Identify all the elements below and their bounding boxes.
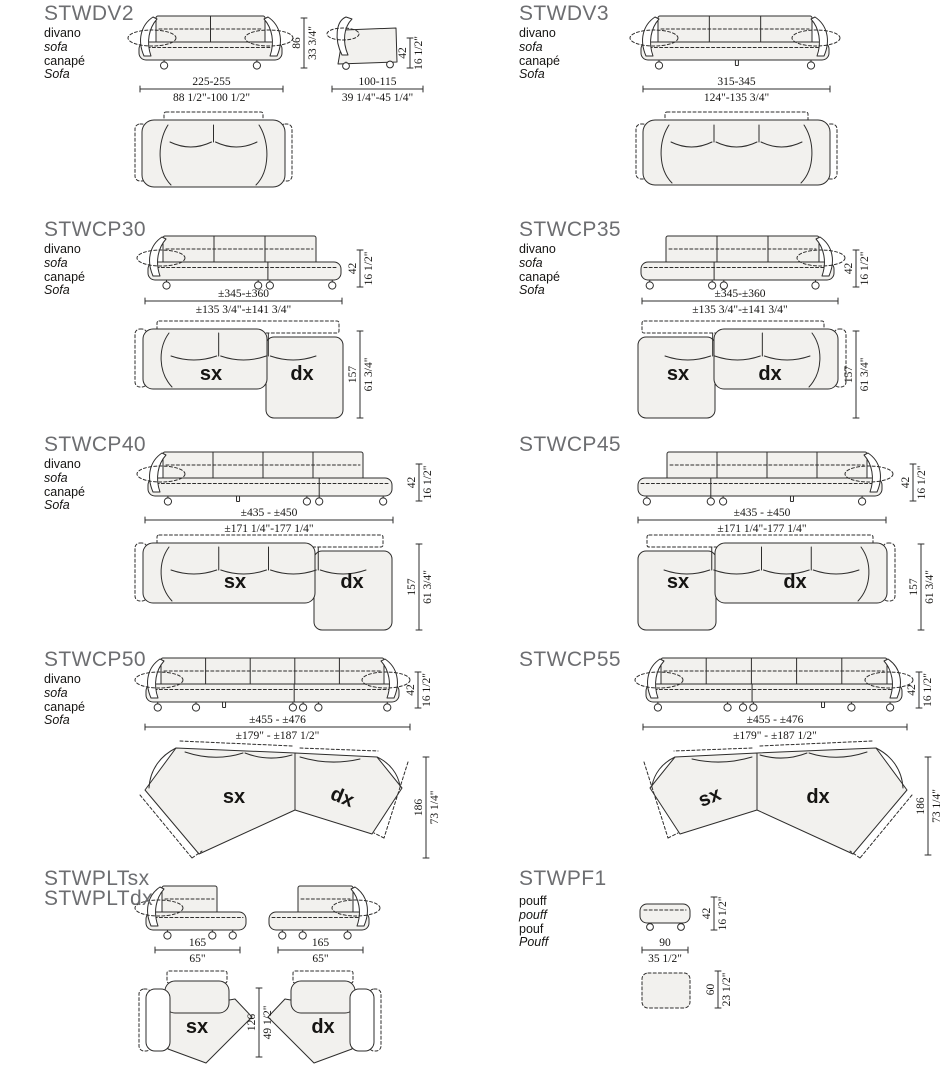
dim-text: 186 (915, 797, 927, 815)
label-sofa-en: sofa (519, 39, 543, 54)
stwcp55-art (635, 658, 943, 858)
dim-text: ±345-±360 (218, 288, 269, 300)
dim-text: 165 (311, 937, 330, 949)
label-canape: canapé (44, 484, 86, 499)
label-pouff-de: Pouff (519, 935, 549, 950)
dim-text: 157 (406, 578, 418, 596)
label-sofa-en: sofa (44, 255, 68, 270)
dim-text: 100-115 (358, 76, 397, 88)
segment-label-sx: sx (223, 571, 247, 593)
label-sofa-en: sofa (519, 255, 543, 270)
stwplt-art (135, 886, 381, 1063)
label-divano: divano (519, 26, 556, 40)
product-title-stwdv3: STWDV3 (519, 2, 609, 25)
dim-text: 65" (312, 953, 329, 965)
label-divano: divano (44, 242, 81, 256)
product-type-labels-stwcp40 (44, 458, 85, 513)
dim-text: 73 1/4" (429, 790, 441, 825)
dim-text: 86 (291, 37, 303, 49)
stwdv3-art (630, 16, 840, 185)
label-canape: canapé (44, 699, 86, 714)
product-title-stwcp45: STWCP45 (519, 433, 621, 456)
dim-text: 16 1/2" (421, 673, 433, 707)
dim-text: 16 1/2" (363, 251, 375, 286)
label-pouff-en: pouff (519, 907, 547, 922)
dim-text: 165 (188, 937, 207, 949)
dim-text: 60 (705, 983, 717, 996)
label-pouf-fr: pouf (519, 921, 544, 936)
product-title-stwplt (44, 869, 153, 909)
segment-label-dx: dx (340, 571, 364, 593)
dim-text: 42 (906, 684, 918, 696)
dim-text: 42 (701, 907, 713, 920)
dim-text: 42 (405, 684, 417, 696)
dim-text: ±179" - ±187 1/2" (235, 730, 320, 742)
stwcp50-art (135, 658, 441, 858)
dim-text: 42 (397, 47, 409, 59)
segment-label-dx: dx (290, 363, 314, 385)
product-title-stwpltdx: STWPLTdx (44, 887, 153, 910)
dim-text: ±135 3/4"-±141 3/4" (692, 304, 788, 316)
label-sofa-de: Sofa (519, 67, 545, 82)
label-sofa-en: sofa (44, 470, 68, 485)
dim-text: 33 3/4" (307, 26, 319, 60)
segment-label-dx: dx (806, 786, 830, 808)
product-title-stwcp35: STWCP35 (519, 218, 621, 241)
segment-label-dx: dx (758, 363, 782, 385)
segment-label-dx: dx (311, 1016, 335, 1038)
label-canape: canapé (44, 53, 86, 68)
stwpf1-art (640, 897, 733, 1008)
product-type-labels-stwpf1 (519, 895, 548, 950)
dim-text: 157 (347, 365, 359, 384)
product-type-labels-stwdv2 (44, 27, 85, 82)
dim-text: ±179" - ±187 1/2" (733, 730, 817, 742)
label-sofa-de: Sofa (44, 283, 70, 298)
label-sofa-en: sofa (44, 685, 68, 700)
product-type-labels-stwcp35 (519, 243, 560, 298)
dim-text: 42 (347, 262, 359, 275)
product-title-stwdv2: STWDV2 (44, 2, 134, 25)
segment-label-sx: sx (222, 786, 246, 808)
dim-text: 61 3/4" (924, 570, 936, 604)
dim-text: ±345-±360 (714, 288, 766, 300)
label-divano: divano (44, 457, 81, 471)
dim-text: 157 (843, 365, 855, 384)
segment-label-dx: dx (783, 571, 807, 593)
segment-label-sx: sx (666, 363, 690, 385)
stwcp45-art (638, 452, 936, 630)
product-title-stwpf1: STWPF1 (519, 867, 607, 890)
segment-label-sx: sx (695, 783, 725, 812)
dim-text: ±435 - ±450 (733, 507, 791, 519)
dim-text: 49 1/2" (262, 1005, 274, 1040)
dim-text: 90 (659, 937, 671, 949)
label-sofa-en: sofa (44, 39, 68, 54)
label-divano: divano (519, 242, 556, 256)
product-title-stwcp55: STWCP55 (519, 648, 621, 671)
product-title-stwcp50: STWCP50 (44, 648, 146, 671)
label-sofa-de: Sofa (44, 67, 70, 82)
dim-text: 186 (413, 798, 425, 817)
dim-text: 61 3/4" (363, 357, 375, 392)
dim-text: 225-255 (192, 76, 231, 88)
dim-text: 16 1/2" (717, 896, 729, 931)
dim-text: 126 (246, 1013, 258, 1032)
dim-text: ±171 1/4"-177 1/4" (717, 523, 807, 535)
label-divano: divano (44, 26, 81, 40)
product-title-stwcp40: STWCP40 (44, 433, 146, 456)
dim-text: 35 1/2" (648, 953, 682, 965)
stwcp40-art (135, 452, 434, 630)
dim-text: 61 3/4" (859, 357, 871, 392)
dim-text: 315-345 (717, 76, 756, 88)
label-pouff-it: pouff (519, 894, 547, 908)
dim-text: 42 (843, 262, 855, 275)
label-divano: divano (44, 672, 81, 686)
segment-label-sx: sx (199, 363, 223, 385)
stwdv2-art (128, 16, 425, 187)
dim-text: ±455 - ±476 (746, 714, 804, 726)
segment-label-dx: dx (327, 782, 358, 813)
segment-label-sx: sx (185, 1016, 209, 1038)
dim-text: 16 1/2" (922, 673, 934, 707)
label-canape: canapé (519, 53, 561, 68)
product-title-stwcp30: STWCP30 (44, 218, 146, 241)
dim-text: 42 (900, 476, 912, 489)
dim-text: 39 1/4"-45 1/4" (341, 92, 414, 104)
product-type-labels-stwdv3 (519, 27, 560, 82)
dim-text: 16 1/2" (413, 36, 425, 70)
product-title-stwpltsx: STWPLTsx (44, 867, 150, 890)
label-sofa-de: Sofa (44, 498, 70, 513)
label-canape: canapé (44, 269, 86, 284)
dim-text: 23 1/2" (721, 972, 733, 1007)
stwcp35-art (638, 236, 871, 418)
label-sofa-de: Sofa (44, 713, 70, 728)
product-type-labels-stwcp30 (44, 243, 85, 298)
dim-text: ±455 - ±476 (249, 714, 306, 726)
dim-text: 88 1/2"-100 1/2" (172, 92, 251, 104)
dim-text: 42 (406, 476, 418, 489)
dim-text: 157 (908, 578, 920, 596)
label-sofa-de: Sofa (519, 283, 545, 298)
stwcp30-art (135, 236, 375, 418)
dim-text: 16 1/2" (859, 251, 871, 286)
label-canape: canapé (519, 269, 561, 284)
dim-text: 73 1/4" (931, 789, 943, 823)
dim-text: 124"-135 3/4" (703, 92, 770, 104)
dim-text: 16 1/2" (422, 465, 434, 500)
dim-text: 65" (189, 953, 206, 965)
dim-text: ±435 - ±450 (240, 507, 298, 519)
dim-text: ±171 1/4"-177 1/4" (224, 523, 314, 535)
dim-text: 61 3/4" (422, 570, 434, 604)
product-type-labels-stwcp50 (44, 673, 85, 728)
dim-text: ±135 3/4"-±141 3/4" (195, 304, 292, 316)
dim-text: 16 1/2" (916, 465, 928, 500)
segment-label-sx: sx (666, 571, 690, 593)
